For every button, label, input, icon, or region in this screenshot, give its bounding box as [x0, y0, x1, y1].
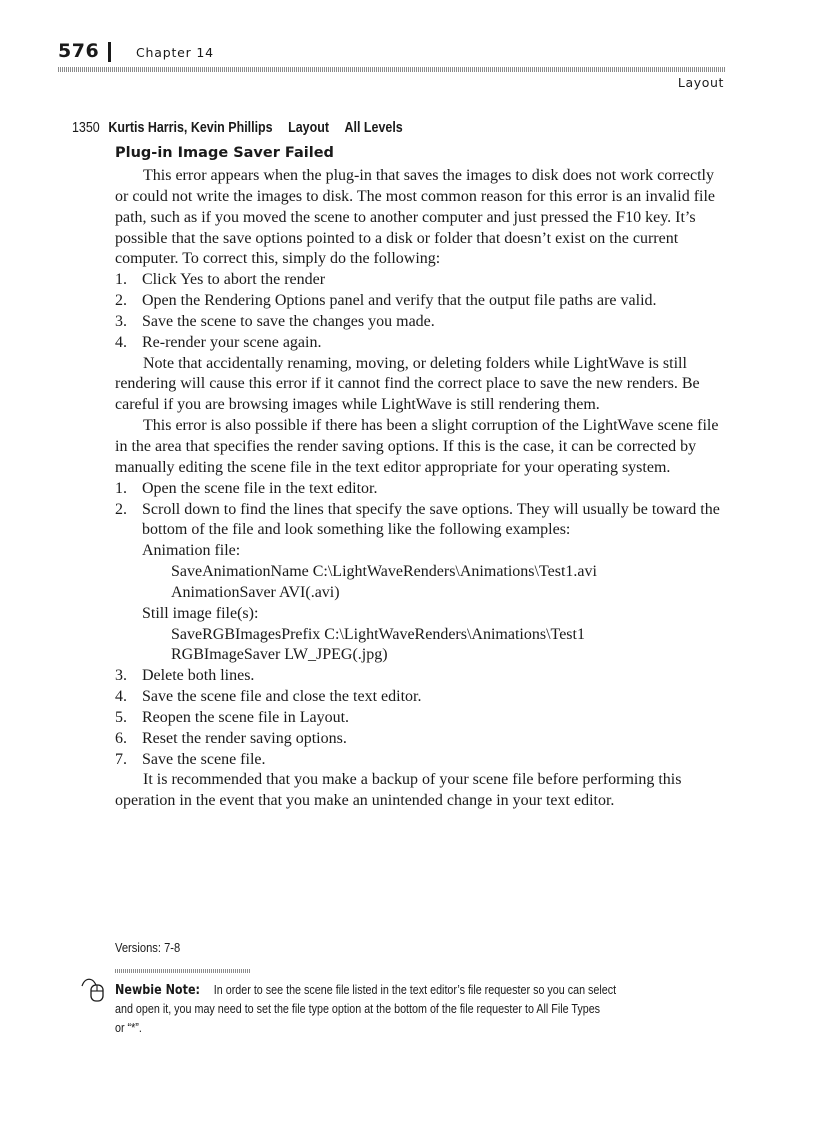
list-item: 4. Re-render your scene again.	[115, 333, 322, 351]
running-head: Layout	[677, 75, 724, 90]
page-number: 576	[58, 40, 100, 62]
newbie-note	[115, 981, 735, 1038]
animation-label: Animation file:	[142, 542, 241, 560]
entry-program: Layout	[288, 120, 330, 136]
list-item: 6. Reset the render saving options.	[115, 729, 347, 747]
list-item: 1. Click Yes to abort the render	[115, 271, 326, 289]
mouse-icon	[80, 974, 106, 1002]
entry-level: All Levels	[344, 120, 403, 136]
entry-number: 1350	[72, 120, 100, 136]
paragraph: This error is also possible if there has been a slight corruption of the LightWave scene file in the area that specifies the render saving options. If this is the case, it can be corrected by manually editing the scene file in the text editor appropriate for your operating system.	[115, 417, 719, 476]
versions-label: Versions: 7-8	[115, 940, 181, 955]
chapter-label: Chapter 14	[136, 45, 214, 60]
code-line: SaveRGBImagesPrefix C:\LightWaveRenders\Animations\Test1	[171, 625, 585, 643]
entry-authors: Kurtis Harris, Kevin Phillips	[108, 120, 273, 136]
list-item: 5. Reopen the scene file in Layout.	[115, 708, 350, 726]
code-line: RGBImageSaver LW_JPEG(.jpg)	[171, 646, 388, 664]
note-rule	[115, 969, 250, 973]
paragraph: This error appears when the plug-in that saves the images to disk does not work correctly or could not write the images to disk. The most common reason for this error is an invalid file path, such as if you moved the scene to another computer and just pressed the F10 key. It’s possible that the save options pointed to a disk or folder that doesn’t exist on the current computer. To correct this, simply do the following:	[115, 167, 716, 268]
list-item: 7. Save the scene file.	[115, 750, 266, 768]
header-rule	[58, 67, 726, 72]
note-text: and open it, you may need to set the file type option at the bottom of the file requester to All File Types	[115, 1002, 601, 1016]
note-label: Newbie Note:	[115, 983, 201, 998]
steps-list	[115, 479, 727, 542]
paragraph: Note that accidentally renaming, moving, or deleting folders while LightWave is still rendering will cause this error if it cannot find the correct place to save the new renders. Be careful if you are browsing images while LightWave is still rendering them.	[115, 354, 700, 414]
note-text: or “*”.	[115, 1021, 142, 1035]
code-line: SaveAnimationName C:\LightWaveRenders\Animations\Test1.avi	[171, 563, 597, 581]
steps-list	[115, 666, 727, 770]
list-item: 3. Save the scene to save the changes you made.	[115, 312, 435, 330]
list-item: 3. Delete both lines.	[115, 667, 255, 685]
paragraph: It is recommended that you make a backup of your scene file before performing this operation in the event that you make an unintended change in your text editor.	[115, 771, 682, 810]
steps-list	[115, 270, 727, 353]
entry-body	[115, 166, 727, 812]
entry-meta	[72, 120, 403, 136]
header-separator	[108, 42, 111, 62]
list-item: 2. Open the Rendering Options panel and verify that the output file paths are valid.	[115, 292, 657, 310]
still-label: Still image file(s):	[142, 604, 259, 622]
list-item: 2. Scroll down to find the lines that specify the save options. They will usually be toward the bottom of the file and look something like the following examples:	[115, 500, 720, 539]
list-item: 4. Save the scene file and close the text editor.	[115, 688, 422, 706]
code-line: AnimationSaver AVI(.avi)	[171, 583, 340, 601]
list-item: 1. Open the scene file in the text editor.	[115, 479, 378, 497]
entry-title: Plug-in Image Saver Failed	[115, 145, 334, 161]
note-text: In order to see the scene file listed in the text editor’s file requester so you can select	[213, 983, 617, 997]
